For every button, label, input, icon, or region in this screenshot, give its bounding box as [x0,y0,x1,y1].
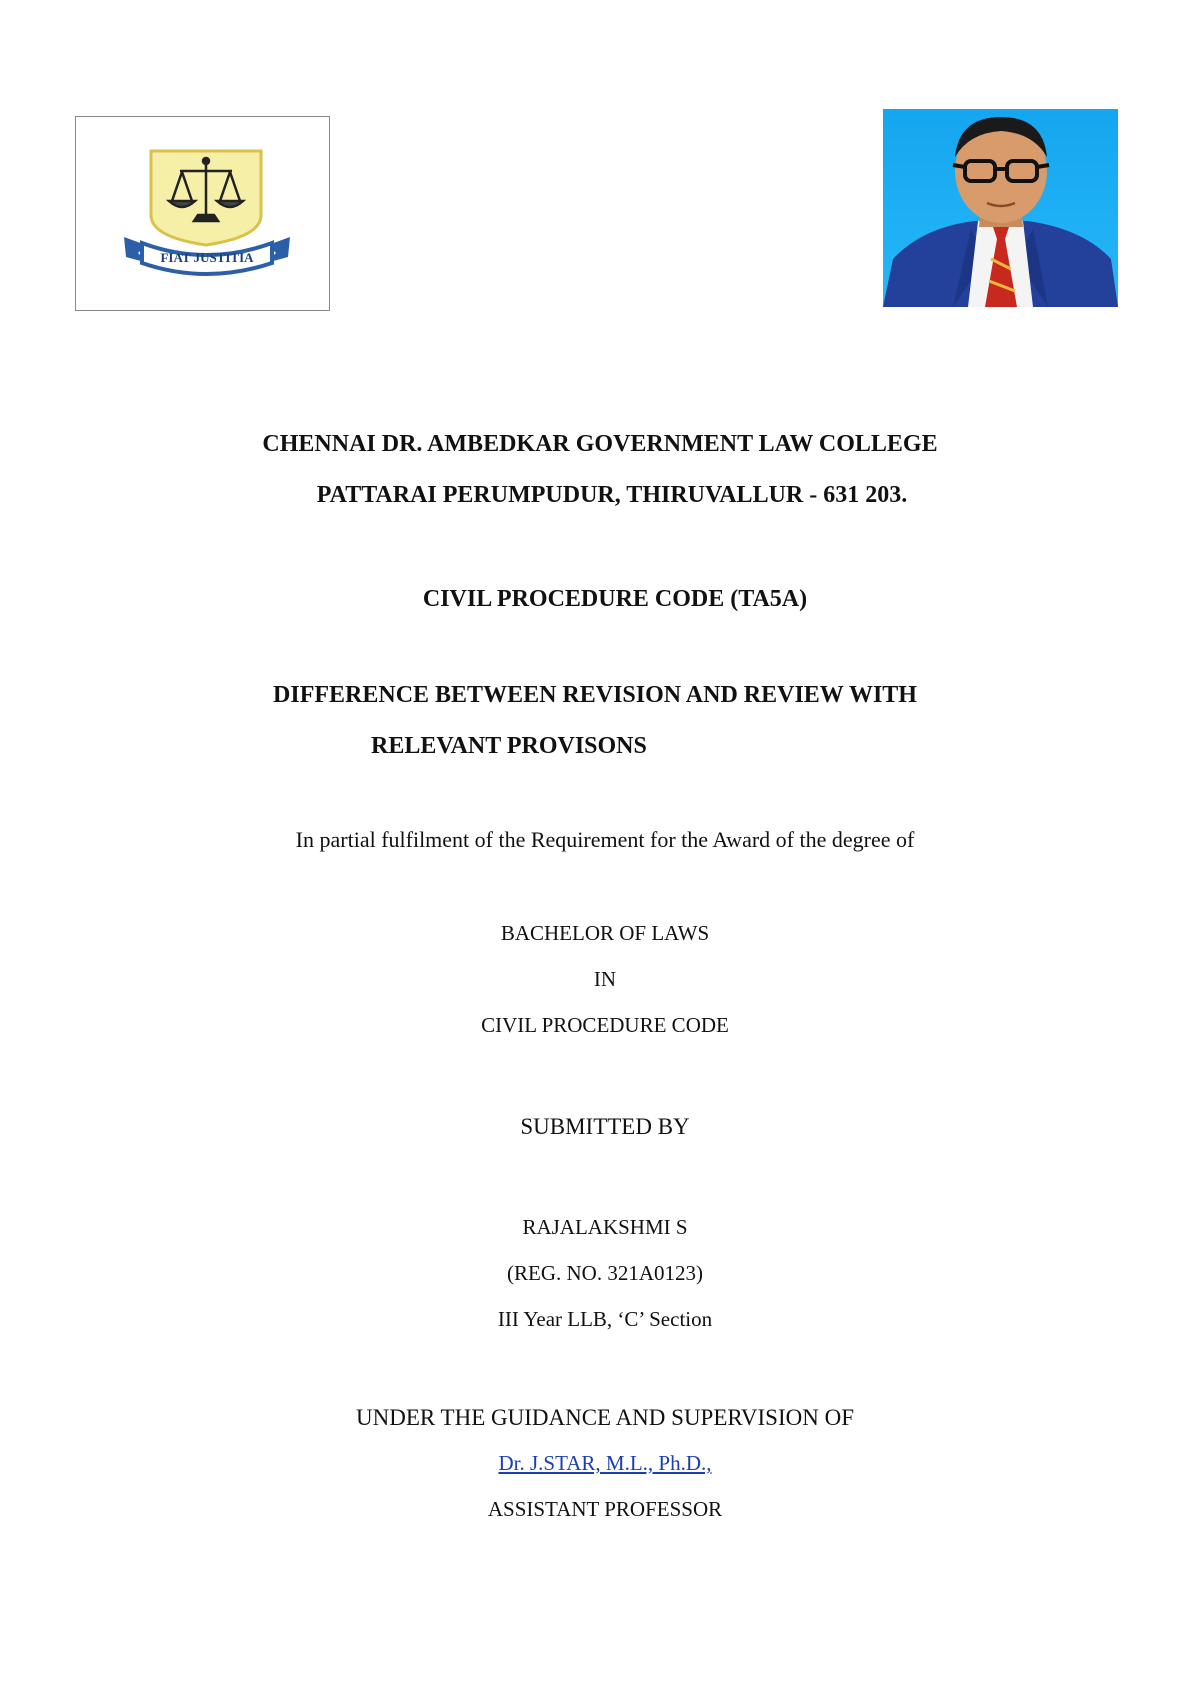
topic-line-2: RELEVANT PROVISONS [371,733,647,759]
degree-field: CIVIL PROCEDURE CODE [481,1013,729,1037]
portrait-photo [883,109,1118,307]
college-emblem [75,116,330,311]
guide-designation: ASSISTANT PROFESSOR [487,1497,723,1521]
subject-title: CIVIL PROCEDURE CODE (TA5A) [422,586,808,612]
college-name: CHENNAI DR. AMBEDKAR GOVERNMENT LAW COLLEGE [262,431,938,457]
submitted-by-label: SUBMITTED BY [520,1114,690,1139]
guide-name-link[interactable]: Dr. J.STAR, M.L., Ph.D., [498,1451,712,1475]
student-reg-no: (REG. NO. 321A0123) [507,1261,703,1285]
guidance-label: UNDER THE GUIDANCE AND SUPERVISION OF [355,1405,854,1430]
degree-name: BACHELOR OF LAWS [500,921,710,945]
student-year-section: III Year LLB, ‘C’ Section [497,1307,713,1331]
college-address: PATTARAI PERUMPUDUR, THIRUVALLUR - 631 203. [316,482,908,508]
fulfilment-statement: In partial fulfilment of the Requirement for the Award of the degree of [295,827,915,852]
svg-text:FIAT JUSTITIA: FIAT JUSTITIA [160,250,254,265]
degree-in: IN [593,967,617,991]
student-name: RAJALAKSHMI S [522,1215,688,1239]
topic-line-1: DIFFERENCE BETWEEN REVISION AND REVIEW WITH [273,682,917,708]
